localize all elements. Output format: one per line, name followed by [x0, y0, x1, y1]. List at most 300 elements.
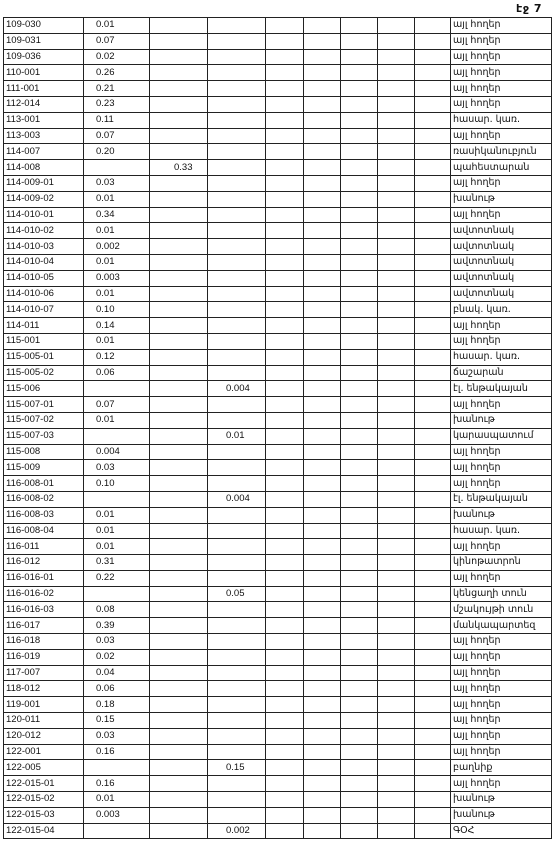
table-row [4, 365, 552, 381]
table-row [4, 302, 552, 318]
empty-cell [341, 239, 378, 255]
empty-cell [304, 634, 341, 650]
area-cell [208, 112, 266, 128]
land-use-cell: խանութ [451, 412, 552, 428]
land-use-cell: հասար. կառ. [451, 112, 552, 128]
area-cell [150, 144, 208, 160]
empty-cell [415, 333, 451, 349]
table-row [4, 776, 552, 792]
empty-cell [378, 175, 415, 191]
empty-cell [415, 254, 451, 270]
land-use-cell: այլ հողեր [451, 634, 552, 650]
empty-cell [341, 823, 378, 839]
empty-cell [378, 444, 415, 460]
empty-cell [415, 428, 451, 444]
area-cell [150, 239, 208, 255]
parcel-id-cell: 116-011 [4, 539, 84, 555]
area-cell: 0.01 [84, 286, 150, 302]
empty-cell [304, 333, 341, 349]
parcel-id-cell: 113-003 [4, 128, 84, 144]
empty-cell [341, 428, 378, 444]
empty-cell [341, 65, 378, 81]
land-use-cell: այլ հողեր [451, 649, 552, 665]
area-cell [208, 18, 266, 34]
area-cell [208, 33, 266, 49]
area-cell [150, 318, 208, 334]
empty-cell [415, 65, 451, 81]
area-cell [150, 381, 208, 397]
area-cell: 0.003 [84, 270, 150, 286]
area-cell: 0.01 [84, 507, 150, 523]
empty-cell [304, 270, 341, 286]
table-row [4, 807, 552, 823]
empty-cell [341, 792, 378, 808]
empty-cell [378, 760, 415, 776]
empty-cell [415, 270, 451, 286]
empty-cell [266, 397, 304, 413]
land-use-cell: այլ հողեր [451, 65, 552, 81]
area-cell [208, 523, 266, 539]
area-cell [150, 491, 208, 507]
empty-cell [415, 523, 451, 539]
empty-cell [415, 112, 451, 128]
area-cell: 0.08 [84, 602, 150, 618]
area-cell: 0.04 [84, 665, 150, 681]
table-row [4, 381, 552, 397]
area-cell [208, 776, 266, 792]
empty-cell [304, 807, 341, 823]
land-use-cell: այլ հողեր [451, 207, 552, 223]
area-cell [150, 649, 208, 665]
parcel-id-cell: 122-015-04 [4, 823, 84, 839]
empty-cell [266, 823, 304, 839]
area-cell [150, 191, 208, 207]
empty-cell [415, 191, 451, 207]
empty-cell [304, 381, 341, 397]
empty-cell [304, 776, 341, 792]
empty-cell [341, 444, 378, 460]
area-cell [150, 81, 208, 97]
parcel-id-cell: 113-001 [4, 112, 84, 128]
area-cell: 0.004 [208, 491, 266, 507]
table-row [4, 239, 552, 255]
empty-cell [304, 649, 341, 665]
table-row [4, 349, 552, 365]
empty-cell [341, 160, 378, 176]
land-use-cell: բաղնիք [451, 760, 552, 776]
land-use-cell: այլ հողեր [451, 665, 552, 681]
area-cell [208, 223, 266, 239]
area-cell: 0.03 [84, 728, 150, 744]
table-row [4, 175, 552, 191]
empty-cell [378, 333, 415, 349]
empty-cell [304, 586, 341, 602]
area-cell: 0.03 [84, 460, 150, 476]
empty-cell [304, 65, 341, 81]
area-cell: 0.02 [84, 649, 150, 665]
table-row [4, 65, 552, 81]
empty-cell [378, 491, 415, 507]
empty-cell [341, 665, 378, 681]
land-use-cell: այլ հողեր [451, 96, 552, 112]
area-cell: 0.002 [208, 823, 266, 839]
area-cell [208, 175, 266, 191]
land-use-cell: այլ հողեր [451, 744, 552, 760]
area-cell [150, 476, 208, 492]
parcel-id-cell: 114-011 [4, 318, 84, 334]
land-use-cell: բնակ. կառ. [451, 302, 552, 318]
empty-cell [415, 207, 451, 223]
parcel-id-cell: 116-019 [4, 649, 84, 665]
empty-cell [266, 81, 304, 97]
empty-cell [266, 665, 304, 681]
land-use-cell: մշակույթի տուն [451, 602, 552, 618]
empty-cell [378, 523, 415, 539]
land-use-cell: ավտոտնակ [451, 223, 552, 239]
empty-cell [378, 254, 415, 270]
empty-cell [378, 144, 415, 160]
table-row [4, 397, 552, 413]
table-row [4, 33, 552, 49]
land-use-cell: հասար. կառ. [451, 523, 552, 539]
empty-cell [341, 33, 378, 49]
empty-cell [341, 681, 378, 697]
parcel-id-cell: 115-007-03 [4, 428, 84, 444]
empty-cell [266, 555, 304, 571]
empty-cell [266, 728, 304, 744]
empty-cell [341, 728, 378, 744]
area-cell: 0.01 [84, 254, 150, 270]
table-row [4, 792, 552, 808]
area-cell [208, 207, 266, 223]
empty-cell [378, 365, 415, 381]
empty-cell [266, 649, 304, 665]
empty-cell [378, 744, 415, 760]
empty-cell [266, 586, 304, 602]
area-cell [150, 665, 208, 681]
area-cell [208, 191, 266, 207]
empty-cell [304, 428, 341, 444]
empty-cell [341, 96, 378, 112]
empty-cell [415, 286, 451, 302]
area-cell: 0.03 [84, 175, 150, 191]
area-cell [208, 160, 266, 176]
empty-cell [415, 365, 451, 381]
empty-cell [415, 318, 451, 334]
empty-cell [266, 744, 304, 760]
table-row [4, 744, 552, 760]
table-row [4, 523, 552, 539]
area-cell [150, 412, 208, 428]
empty-cell [415, 665, 451, 681]
empty-cell [341, 491, 378, 507]
land-use-cell: այլ հողեր [451, 81, 552, 97]
empty-cell [304, 239, 341, 255]
empty-cell [341, 333, 378, 349]
area-cell [208, 649, 266, 665]
empty-cell [266, 476, 304, 492]
empty-cell [378, 49, 415, 65]
table-row [4, 823, 552, 839]
empty-cell [341, 175, 378, 191]
table-row [4, 49, 552, 65]
empty-cell [266, 807, 304, 823]
empty-cell [266, 713, 304, 729]
land-use-cell: հասար. կառ. [451, 349, 552, 365]
area-cell: 0.003 [84, 807, 150, 823]
empty-cell [341, 302, 378, 318]
parcel-id-cell: 115-005-02 [4, 365, 84, 381]
land-use-cell: այլ հողեր [451, 333, 552, 349]
parcel-id-cell: 116-017 [4, 618, 84, 634]
parcel-id-cell: 115-007-01 [4, 397, 84, 413]
area-cell [150, 634, 208, 650]
area-cell [150, 744, 208, 760]
land-use-cell: խանութ [451, 191, 552, 207]
empty-cell [415, 412, 451, 428]
empty-cell [304, 697, 341, 713]
area-cell [150, 444, 208, 460]
empty-cell [378, 570, 415, 586]
parcel-id-cell: 114-010-03 [4, 239, 84, 255]
table-row [4, 760, 552, 776]
area-cell [150, 570, 208, 586]
area-cell [150, 302, 208, 318]
land-use-cell: էլ. ենթակայան [451, 381, 552, 397]
area-cell [150, 602, 208, 618]
area-cell [208, 96, 266, 112]
empty-cell [266, 539, 304, 555]
area-cell [208, 302, 266, 318]
parcel-id-cell: 118-012 [4, 681, 84, 697]
empty-cell [378, 697, 415, 713]
empty-cell [415, 49, 451, 65]
empty-cell [378, 112, 415, 128]
area-cell [208, 570, 266, 586]
empty-cell [415, 349, 451, 365]
empty-cell [341, 254, 378, 270]
empty-cell [266, 428, 304, 444]
empty-cell [304, 191, 341, 207]
empty-cell [341, 397, 378, 413]
parcel-id-cell: 122-001 [4, 744, 84, 760]
table-row [4, 412, 552, 428]
area-cell [208, 665, 266, 681]
area-cell [150, 254, 208, 270]
area-cell [150, 65, 208, 81]
empty-cell [304, 144, 341, 160]
table-row [4, 81, 552, 97]
table-row [4, 507, 552, 523]
empty-cell [415, 555, 451, 571]
empty-cell [304, 207, 341, 223]
empty-cell [304, 539, 341, 555]
area-cell [150, 175, 208, 191]
empty-cell [378, 476, 415, 492]
empty-cell [266, 491, 304, 507]
empty-cell [415, 460, 451, 476]
area-cell: 0.10 [84, 476, 150, 492]
empty-cell [378, 270, 415, 286]
empty-cell [341, 697, 378, 713]
empty-cell [415, 823, 451, 839]
area-cell [208, 270, 266, 286]
area-cell: 0.01 [84, 191, 150, 207]
area-cell: 0.01 [84, 412, 150, 428]
area-cell [84, 823, 150, 839]
empty-cell [304, 728, 341, 744]
empty-cell [266, 18, 304, 34]
area-cell [208, 333, 266, 349]
empty-cell [266, 460, 304, 476]
area-cell: 0.07 [84, 397, 150, 413]
empty-cell [266, 333, 304, 349]
land-use-cell: այլ հողեր [451, 728, 552, 744]
empty-cell [341, 144, 378, 160]
empty-cell [304, 223, 341, 239]
parcel-id-cell: 112-014 [4, 96, 84, 112]
area-cell: 0.01 [84, 223, 150, 239]
area-cell: 0.02 [84, 49, 150, 65]
empty-cell [266, 570, 304, 586]
table-row [4, 681, 552, 697]
empty-cell [378, 412, 415, 428]
empty-cell [415, 476, 451, 492]
empty-cell [341, 412, 378, 428]
empty-cell [266, 270, 304, 286]
table-row [4, 665, 552, 681]
parcel-id-cell: 122-015-02 [4, 792, 84, 808]
empty-cell [304, 33, 341, 49]
empty-cell [304, 175, 341, 191]
area-cell [208, 254, 266, 270]
land-use-cell: խանութ [451, 792, 552, 808]
parcel-id-cell: 115-008 [4, 444, 84, 460]
empty-cell [266, 792, 304, 808]
empty-cell [304, 412, 341, 428]
empty-cell [415, 223, 451, 239]
empty-cell [378, 586, 415, 602]
area-cell: 0.01 [84, 792, 150, 808]
area-cell: 0.06 [84, 365, 150, 381]
empty-cell [415, 602, 451, 618]
table-row [4, 555, 552, 571]
area-cell [208, 555, 266, 571]
area-cell: 0.39 [84, 618, 150, 634]
empty-cell [415, 586, 451, 602]
parcel-id-cell: 114-010-01 [4, 207, 84, 223]
empty-cell [378, 286, 415, 302]
land-use-cell: պահեստարան [451, 160, 552, 176]
table-row [4, 96, 552, 112]
empty-cell [378, 318, 415, 334]
empty-cell [341, 49, 378, 65]
empty-cell [266, 239, 304, 255]
area-cell [150, 207, 208, 223]
empty-cell [378, 428, 415, 444]
empty-cell [341, 270, 378, 286]
empty-cell [378, 349, 415, 365]
area-cell [150, 365, 208, 381]
land-use-cell: այլ հողեր [451, 444, 552, 460]
empty-cell [304, 112, 341, 128]
empty-cell [415, 618, 451, 634]
empty-cell [415, 649, 451, 665]
empty-cell [304, 318, 341, 334]
empty-cell [415, 744, 451, 760]
land-use-cell: այլ հողեր [451, 539, 552, 555]
empty-cell [304, 618, 341, 634]
table-row [4, 191, 552, 207]
parcel-id-cell: 114-009-02 [4, 191, 84, 207]
parcel-id-cell: 110-001 [4, 65, 84, 81]
empty-cell [341, 18, 378, 34]
empty-cell [341, 128, 378, 144]
area-cell [150, 112, 208, 128]
empty-cell [266, 412, 304, 428]
empty-cell [304, 713, 341, 729]
empty-cell [304, 760, 341, 776]
empty-cell [341, 555, 378, 571]
area-cell [150, 223, 208, 239]
area-cell [208, 349, 266, 365]
empty-cell [304, 160, 341, 176]
area-cell: 0.34 [84, 207, 150, 223]
table-row [4, 570, 552, 586]
empty-cell [266, 254, 304, 270]
empty-cell [341, 649, 378, 665]
area-cell [150, 681, 208, 697]
empty-cell [341, 602, 378, 618]
empty-cell [304, 444, 341, 460]
empty-cell [415, 760, 451, 776]
parcel-id-cell: 122-005 [4, 760, 84, 776]
empty-cell [266, 207, 304, 223]
area-cell [150, 460, 208, 476]
empty-cell [341, 349, 378, 365]
parcel-id-cell: 115-001 [4, 333, 84, 349]
empty-cell [304, 397, 341, 413]
empty-cell [304, 302, 341, 318]
empty-cell [266, 760, 304, 776]
area-cell: 0.12 [84, 349, 150, 365]
empty-cell [415, 792, 451, 808]
empty-cell [304, 491, 341, 507]
parcel-id-cell: 114-010-05 [4, 270, 84, 286]
empty-cell [415, 144, 451, 160]
empty-cell [415, 444, 451, 460]
area-cell [208, 397, 266, 413]
empty-cell [266, 160, 304, 176]
parcel-id-cell: 117-007 [4, 665, 84, 681]
area-cell [208, 507, 266, 523]
area-cell: 0.23 [84, 96, 150, 112]
land-use-cell: այլ հողեր [451, 776, 552, 792]
area-cell: 0.07 [84, 33, 150, 49]
empty-cell [341, 81, 378, 97]
land-use-cell: այլ հողեր [451, 476, 552, 492]
empty-cell [378, 223, 415, 239]
area-cell [208, 49, 266, 65]
land-use-cell: այլ հողեր [451, 397, 552, 413]
empty-cell [415, 570, 451, 586]
table-row [4, 697, 552, 713]
parcel-id-cell: 109-031 [4, 33, 84, 49]
area-cell: 0.01 [208, 428, 266, 444]
table-row [4, 18, 552, 34]
empty-cell [304, 570, 341, 586]
area-cell [84, 428, 150, 444]
